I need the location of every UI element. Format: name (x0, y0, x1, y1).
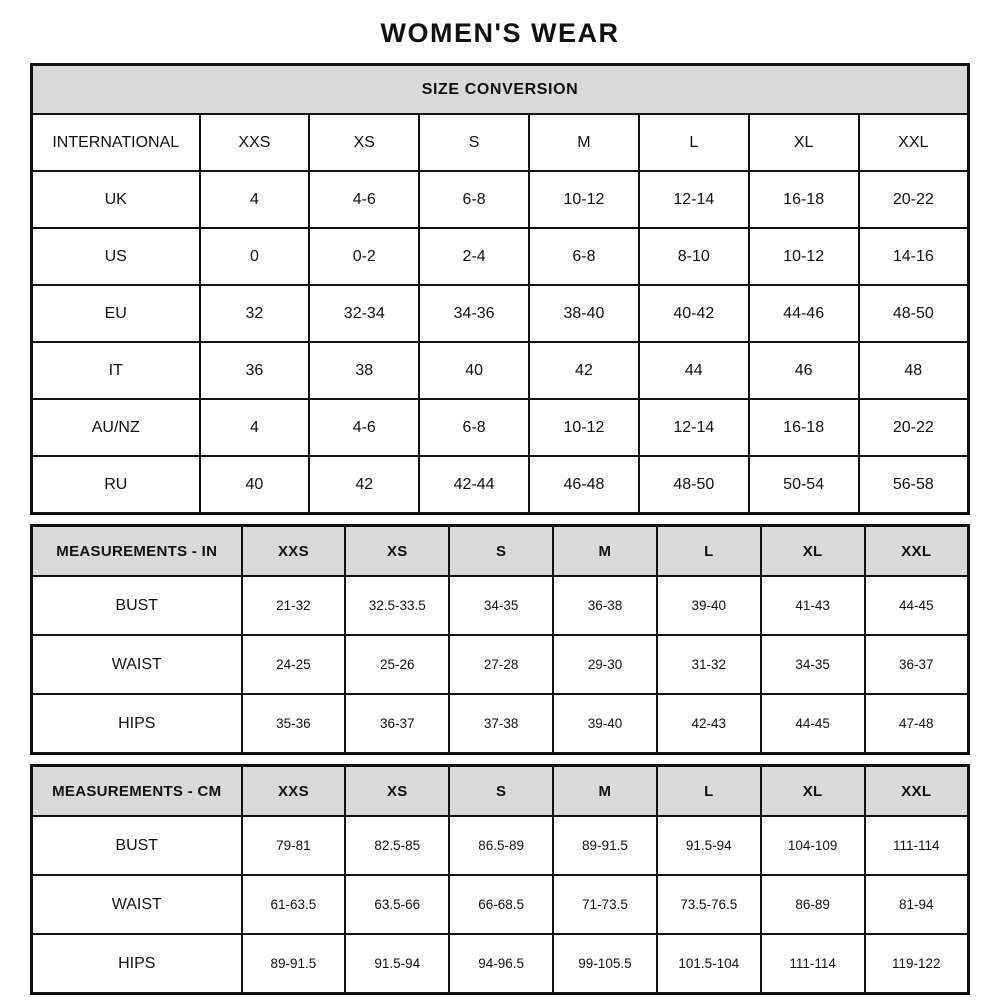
size-column-header-xl: XL (761, 766, 865, 817)
column-header-row (32, 114, 969, 171)
value-cell: 39-40 (553, 694, 657, 754)
size-column-header-l: L (657, 766, 761, 817)
value-cell: 20-22 (859, 171, 969, 228)
measurements-cm-table (30, 764, 970, 995)
value-cell: 48-50 (639, 456, 749, 514)
value-cell: 111-114 (865, 816, 969, 875)
value-cell: 99-105.5 (553, 934, 657, 994)
table-row (32, 456, 969, 514)
value-cell: 14-16 (859, 228, 969, 285)
measurements-header: MEASUREMENTS - IN (32, 526, 242, 577)
row-label-bust: BUST (32, 816, 242, 875)
size-column-header-l: L (657, 526, 761, 577)
value-cell: 40-42 (639, 285, 749, 342)
value-cell: 94-96.5 (449, 934, 553, 994)
value-cell: 25-26 (345, 635, 449, 694)
value-cell: 91.5-94 (657, 816, 761, 875)
measurements-header: MEASUREMENTS - CM (32, 766, 242, 817)
table-row (32, 285, 969, 342)
page-title: WOMEN'S WEAR (380, 18, 620, 48)
value-cell: 32-34 (309, 285, 419, 342)
table-row (32, 228, 969, 285)
value-cell: 44-45 (865, 576, 969, 635)
table-row (32, 635, 969, 694)
table-row (32, 576, 969, 635)
value-cell: 27-28 (449, 635, 553, 694)
table-row (32, 399, 969, 456)
value-cell: 12-14 (639, 171, 749, 228)
value-cell: 42-43 (657, 694, 761, 754)
column-header-row (32, 766, 969, 817)
column-header-xxl: XXL (859, 114, 969, 171)
column-header-s: S (419, 114, 529, 171)
value-cell: 6-8 (529, 228, 639, 285)
value-cell: 44 (639, 342, 749, 399)
value-cell: 0-2 (309, 228, 419, 285)
value-cell: 20-22 (859, 399, 969, 456)
value-cell: 71-73.5 (553, 875, 657, 934)
size-conversion-table (30, 63, 970, 515)
size-conversion-header: SIZE CONVERSION (32, 65, 969, 115)
value-cell: 6-8 (419, 171, 529, 228)
value-cell: 66-68.5 (449, 875, 553, 934)
size-column-header-xs: XS (345, 526, 449, 577)
value-cell: 8-10 (639, 228, 749, 285)
value-cell: 119-122 (865, 934, 969, 994)
value-cell: 38 (309, 342, 419, 399)
size-column-header-m: M (553, 526, 657, 577)
value-cell: 10-12 (529, 399, 639, 456)
value-cell: 101.5-104 (657, 934, 761, 994)
row-label-it: IT (32, 342, 200, 399)
size-column-header-xl: XL (761, 526, 865, 577)
value-cell: 4-6 (309, 171, 419, 228)
column-header-m: M (529, 114, 639, 171)
value-cell: 34-35 (761, 635, 865, 694)
value-cell: 86.5-89 (449, 816, 553, 875)
value-cell: 36-37 (345, 694, 449, 754)
value-cell: 39-40 (657, 576, 761, 635)
value-cell: 34-36 (419, 285, 529, 342)
value-cell: 31-32 (657, 635, 761, 694)
value-cell: 42 (529, 342, 639, 399)
row-label-bust: BUST (32, 576, 242, 635)
row-label-us: US (32, 228, 200, 285)
value-cell: 36-38 (553, 576, 657, 635)
table-row (32, 171, 969, 228)
value-cell: 36-37 (865, 635, 969, 694)
value-cell: 4-6 (309, 399, 419, 456)
value-cell: 46-48 (529, 456, 639, 514)
value-cell: 40 (200, 456, 310, 514)
value-cell: 24-25 (242, 635, 346, 694)
value-cell: 48 (859, 342, 969, 399)
value-cell: 89-91.5 (242, 934, 346, 994)
value-cell: 2-4 (419, 228, 529, 285)
column-header-xxs: XXS (200, 114, 310, 171)
value-cell: 16-18 (749, 171, 859, 228)
value-cell: 29-30 (553, 635, 657, 694)
table-row (32, 342, 969, 399)
table-row (32, 816, 969, 875)
value-cell: 50-54 (749, 456, 859, 514)
table-row (32, 934, 969, 994)
row-label-hips: HIPS (32, 694, 242, 754)
value-cell: 79-81 (242, 816, 346, 875)
value-cell: 32 (200, 285, 310, 342)
table-banner-row (32, 65, 969, 115)
value-cell: 44-45 (761, 694, 865, 754)
column-header-l: L (639, 114, 749, 171)
row-label-hips: HIPS (32, 934, 242, 994)
size-column-header-s: S (449, 526, 553, 577)
value-cell: 36 (200, 342, 310, 399)
value-cell: 34-35 (449, 576, 553, 635)
size-column-header-xxs: XXS (242, 766, 346, 817)
row-label-waist: WAIST (32, 875, 242, 934)
value-cell: 41-43 (761, 576, 865, 635)
row-label-eu: EU (32, 285, 200, 342)
value-cell: 10-12 (749, 228, 859, 285)
value-cell: 4 (200, 171, 310, 228)
value-cell: 10-12 (529, 171, 639, 228)
size-column-header-xxl: XXL (865, 526, 969, 577)
size-column-header-m: M (553, 766, 657, 817)
measurements-in-table (30, 524, 970, 755)
value-cell: 91.5-94 (345, 934, 449, 994)
value-cell: 56-58 (859, 456, 969, 514)
value-cell: 86-89 (761, 875, 865, 934)
size-column-header-xs: XS (345, 766, 449, 817)
value-cell: 0 (200, 228, 310, 285)
value-cell: 104-109 (761, 816, 865, 875)
size-column-header-s: S (449, 766, 553, 817)
value-cell: 42 (309, 456, 419, 514)
value-cell: 35-36 (242, 694, 346, 754)
value-cell: 63.5-66 (345, 875, 449, 934)
value-cell: 40 (419, 342, 529, 399)
value-cell: 38-40 (529, 285, 639, 342)
value-cell: 16-18 (749, 399, 859, 456)
table-row (32, 694, 969, 754)
column-header-row (32, 526, 969, 577)
value-cell: 73.5-76.5 (657, 875, 761, 934)
value-cell: 81-94 (865, 875, 969, 934)
value-cell: 82.5-85 (345, 816, 449, 875)
column-header-international: INTERNATIONAL (32, 114, 200, 171)
size-column-header-xxs: XXS (242, 526, 346, 577)
value-cell: 4 (200, 399, 310, 456)
row-label-au-nz: AU/NZ (32, 399, 200, 456)
row-label-waist: WAIST (32, 635, 242, 694)
value-cell: 46 (749, 342, 859, 399)
value-cell: 42-44 (419, 456, 529, 514)
value-cell: 21-32 (242, 576, 346, 635)
value-cell: 32.5-33.5 (345, 576, 449, 635)
value-cell: 61-63.5 (242, 875, 346, 934)
value-cell: 89-91.5 (553, 816, 657, 875)
size-column-header-xxl: XXL (865, 766, 969, 817)
row-label-uk: UK (32, 171, 200, 228)
row-label-ru: RU (32, 456, 200, 514)
value-cell: 111-114 (761, 934, 865, 994)
value-cell: 48-50 (859, 285, 969, 342)
value-cell: 37-38 (449, 694, 553, 754)
column-header-xl: XL (749, 114, 859, 171)
table-row (32, 875, 969, 934)
value-cell: 6-8 (419, 399, 529, 456)
value-cell: 44-46 (749, 285, 859, 342)
column-header-xs: XS (309, 114, 419, 171)
value-cell: 12-14 (639, 399, 749, 456)
value-cell: 47-48 (865, 694, 969, 754)
